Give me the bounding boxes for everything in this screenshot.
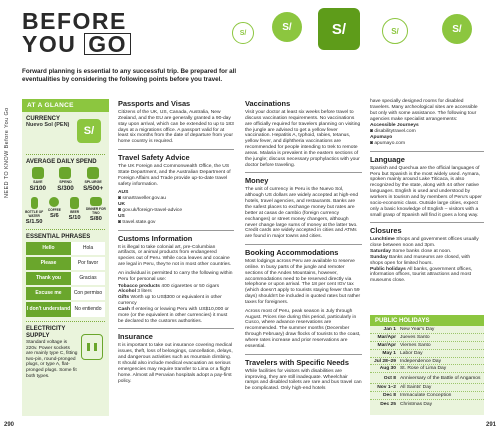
phrase-english: Hello [26, 242, 71, 255]
wallet-icon [59, 167, 71, 179]
heading-vaccinations: Vaccinations [245, 99, 291, 108]
divider [245, 172, 362, 173]
title-word-you: YOU [22, 31, 77, 57]
divider [118, 230, 234, 231]
paragraph: It is important to take out insurance covering medical issues, theft, loss of belongings, cancellation, delays, and dangerous activities such as mountain climbing. It should also include medical evacuation as serious emergencies may require transfer to Lima or a flight home. Almost all Peruvian hospitals adopt a pay-first policy. [118, 343, 233, 384]
paragraph: Across most of Peru, peak season is July through August. Prices rise during this period, particularly in Cusco, where advance reservations are recommended. The summer months (December through February) draw flocks of tourists to the coast, where rates increase and prior reservations are essential. [245, 308, 361, 349]
spend-row-2 [22, 195, 109, 225]
currency-label: CURRENCY [26, 116, 61, 122]
page-header [22, 8, 492, 56]
currency-icon: S/ [442, 14, 472, 44]
link-url: disabilitytravel.com [374, 129, 416, 135]
paragraph: An individual is permitted to carry the following within Peru for personal use: [118, 270, 233, 282]
link-url: smartraveller.gov.au [122, 196, 166, 202]
phrase-english: Excuse me [26, 287, 71, 300]
divider [118, 328, 234, 329]
holiday-date: Oct 8 [383, 375, 396, 381]
holiday-date: Dec 8 [382, 393, 396, 399]
link-label: UK [118, 202, 126, 208]
electricity-label: ELECTRICITY SUPPLY [26, 326, 66, 339]
heading-insurance: Insurance [118, 332, 153, 342]
holiday-row [370, 326, 484, 334]
spend-label: COFFEE [47, 208, 61, 212]
glance-title: AT A GLANCE [22, 99, 109, 112]
divider [26, 321, 105, 322]
holiday-row [370, 384, 484, 392]
phrase-english: Thank you [26, 272, 71, 285]
holiday-date: Jul 28–29 [373, 358, 396, 364]
link-accessible-journeys[interactable] [370, 123, 484, 135]
spend-value: S/500+ [83, 185, 104, 192]
link-aus[interactable] [118, 190, 234, 202]
item-label: Public holidays [370, 266, 406, 272]
globe-icon: ◙ [118, 219, 123, 225]
spend-label: DINNER FOR TWO [85, 207, 106, 215]
link-apumayo[interactable] [370, 135, 484, 147]
customs-item [118, 295, 234, 307]
title-word-go: GO [84, 33, 131, 55]
spend-item [24, 197, 44, 225]
link-label: US [118, 213, 125, 219]
link-label: AUS [118, 190, 129, 196]
divider [370, 151, 484, 152]
holidays-title: PUBLIC HOLIDAYS [370, 315, 484, 326]
heading-passports: Passports and Visas [118, 99, 191, 108]
globe-icon: ◙ [370, 129, 375, 135]
spend-value: S/1.50 [25, 219, 43, 225]
customs-item [118, 307, 234, 325]
spend-value: S/6 [50, 213, 59, 219]
item-value: Some banks close at noon. [392, 249, 452, 255]
globe-icon: ◙ [118, 196, 123, 202]
paragraph: Most lodgings across Peru are available to reserve online. In busy parts of the jungle and remoter sections of the Andes Mountains, however, accommodations need to be reserved directly via telephone or upon arrival. The 18 per cent IGV tax (which doesn't apply to tourists staying fewer than 59 days) shouldn't be included in quoted rates but rather taxes for foreigners. [245, 259, 361, 305]
item-value: 400 cigarettes or 50 cigars [161, 283, 220, 289]
holiday-row [370, 365, 484, 373]
globe-icon: ◙ [118, 207, 123, 213]
holiday-date: Jan 1 [383, 326, 396, 332]
closure-item [370, 267, 484, 285]
currency-value: Nuevo Sol (PEN) [26, 122, 70, 128]
item-label: Saturday [370, 249, 391, 255]
phrases-label: ESSENTIAL PHRASES [26, 234, 91, 240]
divider [118, 149, 234, 150]
spend-value: S/300 [57, 185, 74, 192]
item-value: 3 liters [137, 289, 152, 295]
spend-value: S/10 [68, 215, 81, 221]
spend-label: SPEND [59, 180, 72, 184]
item-label: Sunday [370, 254, 388, 260]
item-value: If entering or leaving Peru with US$10,000 or more (or the equivalent in other currencies) it must be declared to the customs authorities. [118, 306, 229, 324]
holiday-name: Viernes Santo [400, 342, 431, 348]
item-label: Alcohol [118, 289, 136, 295]
link-us[interactable] [118, 214, 234, 226]
spend-item [80, 167, 106, 192]
paragraph: have specially designed rooms for disabled travelers. Many archeological sites are accessible but only with some assistance. The following tour agencies make specialist arrangements: [370, 99, 478, 122]
phrase-row [26, 257, 105, 270]
phrase-row [26, 242, 105, 255]
item-label: Tobacco products [118, 283, 161, 289]
closure-item [370, 255, 484, 267]
holiday-name: Independence Day [400, 358, 442, 364]
phrase-row [26, 287, 105, 300]
currency-icon: S/ [232, 22, 254, 44]
holiday-row [370, 334, 484, 342]
currency-icon: S/ [272, 12, 302, 42]
spend-item [25, 167, 51, 192]
page-title [22, 10, 131, 55]
holiday-row [370, 358, 484, 366]
holiday-row [370, 342, 484, 350]
spend-item [85, 197, 107, 225]
paragraph: The UK Foreign and Commonwealth Office, the US State Department, and the Australian Department of Foreign Affairs and Trade provide up-to-date travel safety information. [118, 164, 231, 187]
column-1 [118, 99, 234, 387]
divider [26, 154, 105, 155]
spend-label: SPLURGE [84, 180, 102, 184]
title-line2 [22, 32, 131, 55]
spend-row-1 [22, 165, 109, 192]
column-3 [370, 99, 484, 284]
spine-label [0, 60, 12, 400]
phrase-spanish: Por favor [71, 257, 105, 270]
holiday-name: Christmas Day [400, 401, 433, 407]
link-url: gov.uk/foreign-travel-advice [122, 207, 183, 213]
holiday-date: Mar/Apr [377, 342, 396, 348]
public-holidays-panel [370, 315, 484, 415]
currency-icon: S/ [382, 18, 408, 44]
phrase-spanish: Hola [71, 242, 105, 255]
heading-specific-needs: Travelers with Specific Needs [245, 357, 349, 367]
phrase-spanish: No entiendo [71, 302, 105, 317]
holiday-row [370, 400, 484, 408]
link-url: travel.state.gov [122, 219, 156, 225]
currency-icon: S/ [318, 8, 360, 50]
phrase-row [26, 272, 105, 285]
page-number-left: 290 [4, 422, 15, 428]
divider [245, 244, 362, 245]
item-label: Gifts [118, 295, 130, 301]
item-label: Cash [118, 306, 130, 312]
holiday-name: St. Rose of Lima Day [400, 366, 447, 372]
phrases-table [26, 242, 105, 317]
holiday-row [370, 350, 484, 358]
divider [245, 354, 362, 355]
paragraph: The unit of currency in Peru is the Nuevo Sol, although US dollars are widely accepted at high-end hotels, travel agencies, and restaurants. Banks are the safest places to exchange money but rates are better at casas de cambio (foreign currency exchanges) or street money changers, although never change large sums of money at the latter two. Credit cards are widely accepted in cities and ATMs are found in major towns and cities. [245, 187, 359, 240]
holiday-name: Immaculate Conception [400, 393, 452, 399]
holiday-date: Nov 1–2 [377, 385, 396, 391]
divider [26, 229, 105, 230]
heading-closures: Closures [370, 226, 402, 236]
holiday-date: May 1 [382, 350, 396, 356]
plug-icon [81, 334, 103, 360]
currency-icon: S/ [77, 119, 101, 143]
header-currency-icons [232, 8, 492, 56]
paragraph: Spanish and Quechua are the official languages of Peru but Spanish is the most widely used. Aymara, spoken mainly around Lake Titicaca, is also recognized by the state, along with 44 other native languages. English is used and understood by workers in tourism and by members of Peru's upper socio-economic class. Outside large cities, expect only a basic knowledge of English – visitors with a small grasp of Spanish will find it goes a long way. [370, 165, 482, 218]
holiday-name: New Year's Day [400, 326, 435, 332]
holiday-name: All Saints' Day [400, 385, 432, 391]
heading-travel-safety: Travel Safety Advice [118, 153, 190, 163]
link-label: Apumayo [370, 135, 393, 141]
beer-glass-icon [70, 197, 79, 209]
holiday-name: Jueves Santo [400, 334, 430, 340]
phrase-english: Please [26, 257, 71, 270]
electricity-section [22, 326, 109, 379]
electricity-text: Standard voltage is 220v. Power sockets are mainly type C, fitting two-pin, round-pronged plugs, or type A, flat-pronged plugs. Some fit both types. [26, 340, 78, 379]
heading-customs: Customs Information [118, 233, 193, 243]
money-bag-icon [87, 167, 99, 179]
item-label: Lunchtime [370, 237, 395, 243]
item-value: All banks, government offices, information offices, tourist attractions and most museums close. [370, 266, 473, 284]
spend-label: BOTTLE OF WATER [25, 210, 44, 218]
divider [370, 222, 484, 223]
currency-section [22, 116, 109, 150]
holiday-name: Anniversary of the Battle of Angamos [400, 375, 481, 381]
title-line1: BEFORE [22, 8, 127, 34]
spend-item [44, 197, 64, 225]
at-a-glance-panel [22, 99, 109, 416]
holiday-row [370, 373, 484, 384]
paragraph: While facilities for visitors with disabilities are improving, they are still inadequate. Wheelchair ramps and disabled toilets are rare and bus travel can be complicated. Only high-end hotels [245, 368, 362, 392]
coffee-cup-icon [49, 197, 59, 207]
phrase-english: I don't understand [26, 302, 71, 317]
item-value: Shops and government offices usually close between noon and 3pm. [370, 237, 479, 249]
spend-value: S/80 [89, 216, 102, 222]
holiday-date: Aug 30 [379, 366, 396, 372]
holiday-name: Labor Day [400, 350, 423, 356]
holiday-row [370, 392, 484, 400]
paragraph: It is illegal to take colonial art, pre-Columbian artifacts, or animal products from endangered species out of Peru. While coca leaves and cocaine are legal in Peru, they're not in most other countries. [118, 244, 232, 268]
holiday-date: Mar/Apr [377, 334, 396, 340]
column-2 [245, 99, 362, 395]
item-value: Banks and museums are closed, with shops open for limited hours. [370, 254, 471, 266]
spend-label: BEER [70, 210, 80, 214]
spend-label: SAVE [33, 180, 43, 184]
phrase-row [26, 302, 105, 317]
spend-value: S/100 [29, 185, 47, 192]
holiday-date: Dec 25 [380, 401, 396, 407]
spend-item [52, 167, 78, 192]
spend-label: AVERAGE DAILY SPEND [26, 159, 97, 165]
globe-icon: ◙ [370, 140, 375, 146]
spine-text: NEED TO KNOW Before You Go [4, 107, 10, 198]
dinner-plate-icon [90, 197, 102, 206]
item-value: Worth up to US$300 or equivalent in other currency [118, 295, 222, 307]
paragraph: Citizens of the UK, US, Canada, Australia, New Zealand, and the EU are generally granted a 90-day stay upon arrival, which can be extended to up to 183 days at a migrations office. A passport valid for at least six months from the date of departure from your home country is required. [118, 110, 234, 145]
heading-money: Money [245, 176, 269, 186]
intro-text: Forward planning is essential to any successful trip. Be prepared for all eventualities by considering the following points before you travel. [22, 68, 237, 83]
heading-booking: Booking Accommodations [245, 248, 339, 258]
link-uk[interactable] [118, 202, 234, 214]
phrase-spanish: Gracias [71, 272, 105, 285]
closure-item [370, 237, 484, 249]
water-bottle-icon [31, 197, 38, 209]
heading-language: Language [370, 154, 405, 164]
phrase-spanish: Con permiso [71, 287, 105, 300]
paragraph: Visit your doctor at least six weeks before travel to discuss vaccination requirements. No vaccinations are officially required for travelers planning on visiting the jungle are advised to get a yellow fever vaccination. Hepatitis A, typhoid, rabies, tetanus, yellow fever, and diphtheria vaccinations are recommended for people intending to trek to remote areas. Malaria is prevalent in the eastern sections of the jungle; discuss necessary prophylactics with your doctor before traveling. [245, 110, 361, 168]
spend-item [65, 197, 85, 225]
piggy-bank-icon [32, 167, 44, 179]
page-number-right: 291 [485, 422, 496, 428]
link-url: apumayo.com [374, 140, 406, 146]
link-label: Accessible Journeys [370, 123, 419, 129]
